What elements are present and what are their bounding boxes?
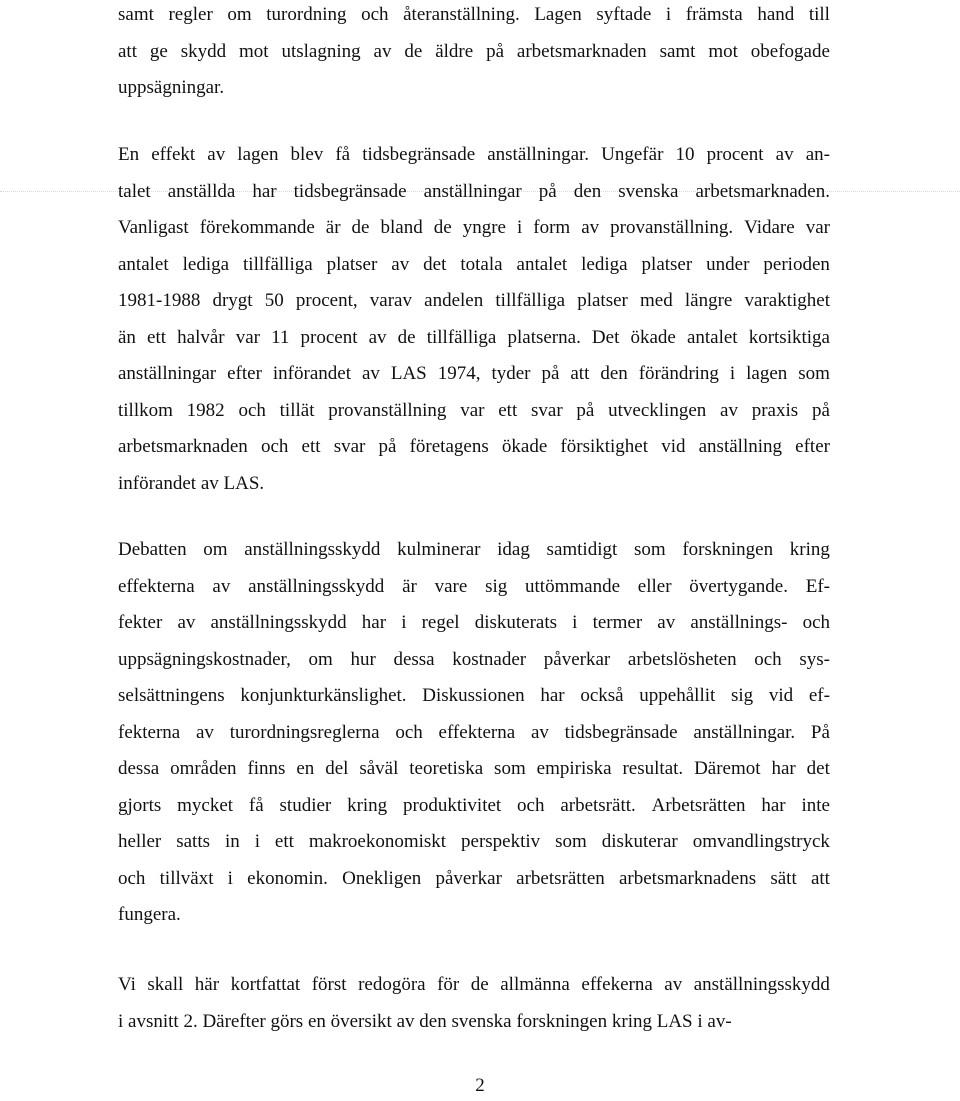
- text-line: anställningar efter införandet av LAS 1974, tyder på att den förändring i lagen som: [118, 363, 830, 384]
- text-line: heller satts in i ett makroekonomiskt perspektiv som diskuterar omvandlingstryck: [118, 831, 830, 852]
- text-line: fekterna av turordningsreglerna och effekterna av tidsbegränsade anställningar. På: [118, 721, 830, 743]
- text-line: En effekt av lagen blev få tidsbegränsade anställningar. Ungefär 10 procent av an-: [118, 144, 830, 165]
- text-line: att ge skydd mot utslagning av de äldre på arbetsmarknaden samt mot obefogade: [118, 40, 830, 62]
- text-line: och tillväxt i ekonomin. Onekligen påverkar arbetsrätten arbetsmarknadens sätt att: [118, 867, 830, 889]
- text-line: Vi skall här kortfattat först redogöra för de allmänna effekerna av anställningsskydd: [118, 974, 830, 995]
- text-line: fekter av anställningsskydd har i regel diskuterats i termer av anställnings- och: [118, 612, 830, 633]
- text-line: arbetsmarknaden och ett svar på företagens ökade försiktighet vid anställning efter: [118, 436, 830, 457]
- text-line: i avsnitt 2. Därefter görs en översikt av den svenska forskningen kring LAS i av-: [118, 1010, 732, 1032]
- text-line: 1981-1988 drygt 50 procent, varav andelen tillfälliga platser med längre varaktighet: [118, 290, 830, 311]
- text-line: uppsägningar.: [118, 77, 225, 98]
- text-line: Debatten om anställningsskydd kulminerar idag samtidigt som forskningen kring: [118, 539, 830, 560]
- text-line: talet anställda har tidsbegränsade anställningar på den svenska arbetsmarknaden.: [118, 180, 830, 202]
- text-line: samt regler om turordning och återanställning. Lagen syftade i främsta hand till: [118, 4, 830, 25]
- text-line: fungera.: [118, 904, 181, 925]
- text-line: än ett halvår var 11 procent av de tillfälliga platserna. Det ökade antalet kortsiktiga: [118, 326, 830, 348]
- page-number: 2: [475, 1075, 485, 1096]
- text-line: Vanligast förekommande är de bland de yngre i form av provanställning. Vidare var: [118, 217, 830, 238]
- text-line: införandet av LAS.: [118, 472, 265, 494]
- text-line: uppsägningskostnader, om hur dessa kostnader påverkar arbetslösheten och sys-: [118, 648, 830, 670]
- text-line: gjorts mycket få studier kring produktivitet och arbetsrätt. Arbetsrätten har inte: [118, 794, 830, 816]
- text-line: tillkom 1982 och tillät provanställning var ett svar på utvecklingen av praxis på: [118, 399, 830, 421]
- text-line: dessa områden finns en del såväl teoretiska som empiriska resultat. Däremot har det: [118, 758, 830, 779]
- text-line: antalet lediga tillfälliga platser av det totala antalet lediga platser under perioden: [118, 253, 830, 275]
- text-line: selsättningens konjunkturkänslighet. Diskussionen har också uppehållit sig vid ef-: [118, 685, 830, 706]
- text-line: effekterna av anställningsskydd är vare sig uttömmande eller övertygande. Ef-: [118, 575, 830, 597]
